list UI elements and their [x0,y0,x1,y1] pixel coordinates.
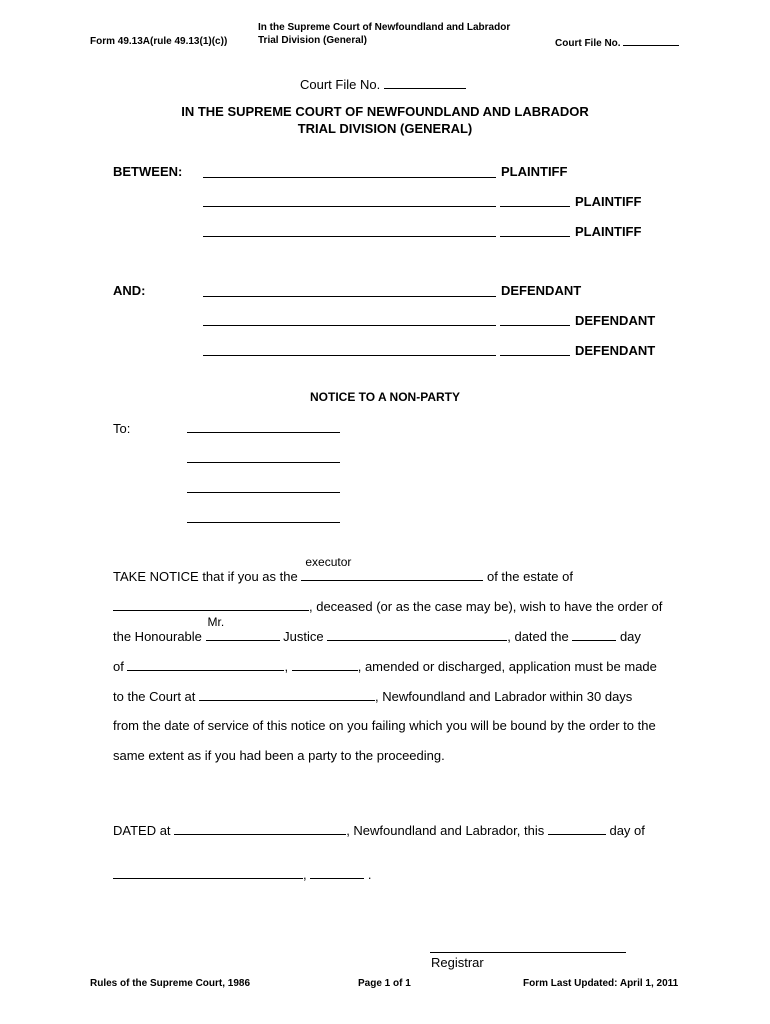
dated-day-of-label: day of [609,823,645,838]
comma-2: , [303,867,307,882]
dated-place-field[interactable] [174,822,346,835]
plaintiff-2-label: PLAINTIFF [575,194,642,209]
honourable-title-field[interactable] [206,615,280,641]
dated-month-field[interactable] [113,866,303,879]
registrar-label: Registrar [431,955,484,970]
justice-name-field[interactable] [327,628,507,641]
and-label: AND: [113,283,146,298]
header-court-name: In the Supreme Court of Newfoundland and Labrador [258,22,511,33]
body-line-7: same extent as if you had been a party to the proceeding. [113,748,445,763]
to-line-1-field[interactable] [187,432,340,433]
plaintiff-1-field[interactable] [203,177,496,178]
defendant-2-suffix-field[interactable] [500,325,570,326]
body-line-5 [113,688,632,704]
header-court-file-label: Court File No. [555,38,621,49]
dated-line [113,822,645,838]
justice-label: Justice [283,629,324,644]
body-line-4-end: , amended or discharged, application must be made [357,659,657,674]
period: . [367,867,372,882]
capacity-handwritten: executor [305,555,352,569]
defendant-1-field[interactable] [203,296,496,297]
plaintiff-3-field[interactable] [203,236,496,237]
order-month-field[interactable] [127,658,284,671]
to-court-label: to the Court at [113,689,196,704]
to-line-2-field[interactable] [187,462,340,463]
dated-line-2 [113,866,372,882]
defendant-1-label: DEFENDANT [501,283,582,298]
court-file-field[interactable] [384,76,466,89]
deceased-name-field[interactable] [113,598,309,611]
defendant-3-field[interactable] [203,355,496,356]
body-line-2 [113,598,662,614]
body-line-5-end: , Newfoundland and Labrador within 30 days [375,689,633,704]
plaintiff-2-suffix-field[interactable] [500,206,570,207]
court-file-number [300,76,466,92]
plaintiff-1-label: PLAINTIFF [501,164,568,179]
body-line-1-end: of the estate of [486,569,573,584]
defendant-2-field[interactable] [203,325,496,326]
dated-at-label: DATED at [113,823,171,838]
footer-rules: Rules of the Supreme Court, 1986 [90,978,251,989]
court-name-title: IN THE SUPREME COURT OF NEWFOUNDLAND AND LABRADOR [181,104,589,119]
division-title: TRIAL DIVISION (GENERAL) [297,121,473,136]
body-line-1 [113,555,573,584]
dated-year-field[interactable] [310,866,364,879]
body-line-4 [113,658,657,674]
footer-page-number: Page 1 of 1 [358,978,411,989]
between-label: BETWEEN: [113,164,183,179]
order-year-field[interactable] [292,658,358,671]
plaintiff-3-suffix-field[interactable] [500,236,570,237]
to-line-3-field[interactable] [187,492,340,493]
dated-the-label: , dated the [507,629,569,644]
to-label: To: [113,421,131,436]
comma-1: , [284,659,289,674]
dated-day-field[interactable] [548,822,606,835]
header-division: Trial Division (General) [258,35,367,46]
registrar-signature-line[interactable] [430,952,626,953]
body-line-3 [113,615,641,644]
body-line-1-start: TAKE NOTICE that if you as the [113,569,298,584]
order-day-field[interactable] [572,628,616,641]
court-file-label: Court File No. [300,77,381,92]
title-handwritten: Mr. [207,615,225,629]
form-id: Form 49.13A(rule 49.13(1)(c)) [90,36,228,47]
defendant-3-label: DEFENDANT [575,343,656,358]
plaintiff-3-label: PLAINTIFF [575,224,642,239]
footer-last-updated: Form Last Updated: April 1, 2011 [523,978,679,989]
court-location-field[interactable] [199,688,375,701]
body-line-3-start: the Honourable [113,629,202,644]
header-court-file [555,36,679,49]
defendant-2-label: DEFENDANT [575,313,656,328]
header-court-file-field[interactable] [623,36,679,46]
day-label: day [619,629,641,644]
plaintiff-2-field[interactable] [203,206,496,207]
dated-mid-text: , Newfoundland and Labrador, this [346,823,545,838]
to-line-4-field[interactable] [187,522,340,523]
body-line-2-text: , deceased (or as the case may be), wish to have the order of [309,599,663,614]
capacity-field[interactable] [301,555,483,581]
notice-heading: NOTICE TO A NON-PARTY [310,390,460,404]
body-line-6: from the date of service of this notice on you failing which you will be bound by the order to the [113,718,656,733]
defendant-3-suffix-field[interactable] [500,355,570,356]
of-label: of [113,659,124,674]
